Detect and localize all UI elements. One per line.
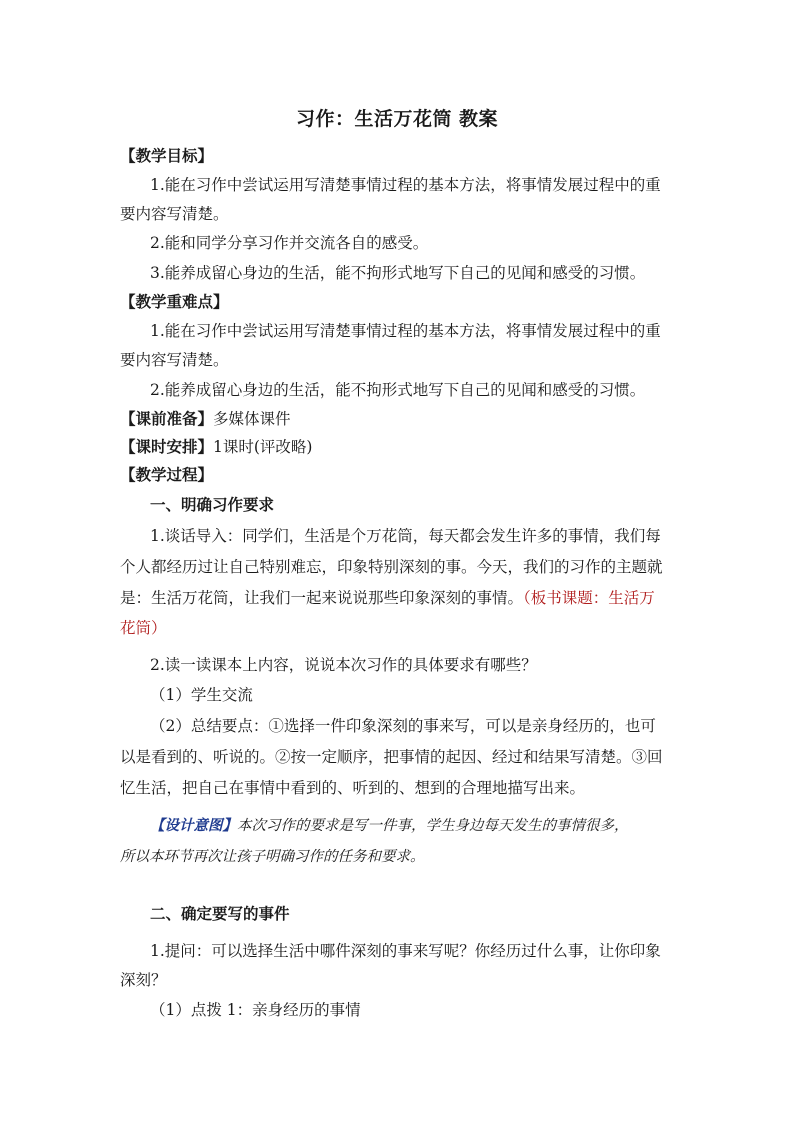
key-item-1-line-2: 要内容写清楚。: [120, 351, 229, 369]
goal-heading: 【教学目标】: [120, 146, 214, 165]
schedule-value: 1课时(评改略): [213, 438, 313, 456]
prep-value: 多媒体课件: [213, 410, 291, 428]
design-intent-line-2: 所以本环节再次让孩子明确习作的任务和要求。: [120, 849, 425, 865]
key-heading: 【教学重难点】: [120, 292, 229, 311]
goal-item-1-line-2: 要内容写清楚。: [120, 205, 229, 223]
section-2-title: 二、确定要写的事件: [150, 904, 290, 923]
goal-item-3: 3.能养成留心身边的生活，能不拘形式地写下自己的见闻和感受的习惯。: [150, 264, 646, 282]
document-title: 习作：生活万花筒 教案: [295, 108, 499, 130]
prep-row: [120, 408, 680, 430]
design-intent-label: 【设计意图】: [150, 818, 237, 834]
section-2-p1-line-1: 1.提问：可以选择生活中哪件深刻的事来写呢？你经历过什么事，让你印象: [150, 942, 661, 960]
goal-item-2: 2.能和同学分享习作并交流各自的感受。: [150, 234, 429, 252]
section-1-p1-line-3-text: 是：生活万花筒，让我们一起来说说那些印象深刻的事情。: [120, 589, 524, 607]
section-1-p2: 2.读一读课本上内容，说说本次习作的具体要求有哪些？: [150, 656, 537, 674]
design-intent-text-1: 本次习作的要求是写一件事，学生身边每天发生的事情很多，: [237, 818, 629, 834]
schedule-row: [120, 436, 680, 458]
section-1-title: 一、明确习作要求: [150, 495, 275, 514]
section-1-p1-line-3: [120, 587, 680, 609]
section-1-p1-line-1: 1.谈话导入：同学们，生活是个万花筒，每天都会发生许多的事情，我们每: [150, 527, 661, 545]
key-item-2: 2.能养成留心身边的生活，能不拘形式地写下自己的见闻和感受的习惯。: [150, 381, 646, 399]
board-note-end: 花筒）: [120, 619, 167, 637]
schedule-label: 【课时安排】: [120, 437, 214, 456]
section-1-p1-line-2: 个人都经历过让自己特别难忘，印象特别深刻的事。今天，我们的习作的主题就: [120, 558, 663, 576]
section-1-p2-b-line-1: （2）总结要点：①选择一件印象深刻的事来写，可以是亲身经历的，也可: [150, 717, 656, 735]
section-2-p1-a: （1）点拨 1：亲身经历的事情: [150, 1001, 361, 1019]
process-heading: 【教学过程】: [120, 465, 214, 484]
section-1-p2-b-line-3: 忆生活，把自己在事情中看到的、听到的、想到的合理地描写出来。: [120, 779, 586, 797]
goal-item-1-line-1: 1.能在习作中尝试运用写清楚事情过程的基本方法，将事情发展过程中的重: [150, 176, 661, 194]
board-note-start: （板书课题：生活万: [523, 589, 655, 607]
section-2-p1-line-2: 深刻？: [120, 971, 167, 989]
design-intent-line-1: [150, 815, 710, 837]
section-1-p2-a: （1）学生交流: [150, 686, 253, 704]
key-item-1-line-1: 1.能在习作中尝试运用写清楚事情过程的基本方法，将事情发展过程中的重: [150, 322, 661, 340]
prep-label: 【课前准备】: [120, 409, 214, 428]
section-1-p2-b-line-2: 以是看到的、听说的。②按一定顺序，把事情的起因、经过和结果写清楚。③回: [120, 748, 663, 766]
